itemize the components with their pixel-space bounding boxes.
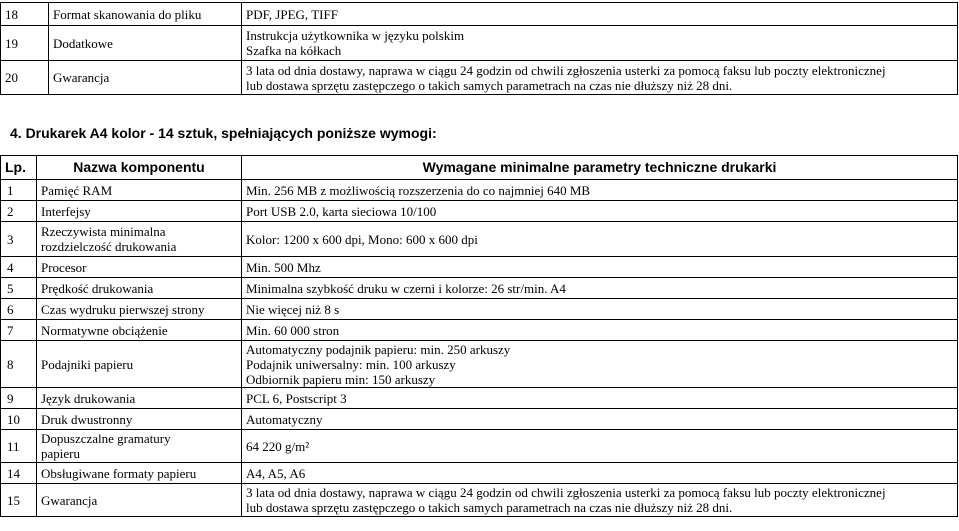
spec-row-number: 7 xyxy=(1,320,37,341)
spec-requirement-line: A4, A5, A6 xyxy=(246,465,306,481)
spec-row xyxy=(1,278,958,299)
spec-header-row xyxy=(1,156,958,180)
table-row xyxy=(1,61,958,95)
row-value-line: 3 lata od dnia dostawy, naprawa w ciągu 24 godzin od chwili zgłoszenia usterki za pomocą faksu lub poczty elektronicznej xyxy=(246,62,886,78)
row-value-line: Instrukcja użytkownika w języku polskim xyxy=(246,28,465,43)
spec-row xyxy=(1,430,958,463)
spec-requirement xyxy=(242,463,958,484)
spec-component-name-line: rozdzielczość drukowania xyxy=(41,239,177,254)
row-label: Format skanowania do pliku xyxy=(49,3,242,26)
spec-requirement xyxy=(242,484,958,517)
spec-component-name-line: Druk dwustronny xyxy=(41,411,133,427)
header-name: Nazwa komponentu xyxy=(37,156,242,180)
spec-component-name xyxy=(37,430,242,463)
spec-requirement-line: 64 220 g/m² xyxy=(246,438,310,454)
row-label: Dodatkowe xyxy=(49,26,242,61)
spec-component-name-line: papieru xyxy=(41,446,80,461)
spec-row xyxy=(1,341,958,388)
spec-row xyxy=(1,222,958,257)
spec-row xyxy=(1,463,958,484)
spec-table-body xyxy=(1,156,958,517)
row-value xyxy=(242,61,958,95)
spec-component-name-line: Czas wydruku pierwszej strony xyxy=(41,301,205,317)
section-heading: 4. Drukarek A4 kolor - 14 sztuk, spełniających poniższe wymogi: xyxy=(10,125,437,141)
spec-component-name xyxy=(37,278,242,299)
spec-row xyxy=(1,257,958,278)
spec-component-name-line: Interfejsy xyxy=(41,203,91,219)
spec-component-name xyxy=(37,388,242,409)
spec-component-name xyxy=(37,320,242,341)
spec-component-name xyxy=(37,180,242,201)
spec-row-number: 2 xyxy=(1,201,37,222)
spec-row-number: 9 xyxy=(1,388,37,409)
spec-component-name-line: Rzeczywista minimalna xyxy=(41,224,166,239)
spec-requirement-line: Kolor: 1200 x 600 dpi, Mono: 600 x 600 dpi xyxy=(246,231,478,247)
spec-row xyxy=(1,201,958,222)
row-value-line: Szafka na kółkach xyxy=(246,43,342,58)
spec-requirement-line: Min. 60 000 stron xyxy=(246,322,340,338)
table-row xyxy=(1,3,958,26)
top-table-body xyxy=(1,3,958,95)
spec-component-name-line: Język drukowania xyxy=(41,390,136,406)
row-number: 19 xyxy=(1,26,49,61)
row-value-line: PDF, JPEG, TIFF xyxy=(246,6,338,22)
spec-row xyxy=(1,320,958,341)
spec-requirement-line: Automatyczny xyxy=(246,411,323,427)
spec-requirement-line: Podajnik uniwersalny: min. 100 arkuszy xyxy=(246,356,456,372)
spec-requirement-line: PCL 6, Postscript 3 xyxy=(246,390,347,406)
spec-component-name-line: Dopuszczalne gramatury xyxy=(41,431,171,446)
spec-row-number: 8 xyxy=(1,341,37,388)
spec-component-name xyxy=(37,409,242,430)
spec-requirement-line: Min. 256 MB z możliwością rozszerzenia do co najmniej 640 MB xyxy=(246,182,591,198)
spec-component-name-line: Prędkość drukowania xyxy=(41,280,154,296)
header-value: Wymagane minimalne parametry techniczne drukarki xyxy=(242,156,958,180)
spec-requirement xyxy=(242,409,958,430)
spec-requirement xyxy=(242,341,958,388)
spec-requirement-line: 3 lata od dnia dostawy, naprawa w ciągu 24 godzin od chwili zgłoszenia usterki za pomocą faksu lub poczty elektronicznej xyxy=(246,485,886,500)
spec-component-name-line: Gwarancja xyxy=(41,492,98,508)
spec-row xyxy=(1,180,958,201)
spec-component-name-line: Obsługiwane formaty papieru xyxy=(41,465,197,481)
spec-requirement xyxy=(242,180,958,201)
spec-requirement xyxy=(242,278,958,299)
spec-requirement-line: Minimalna szybkość druku w czerni i kolorze: 26 str/min. A4 xyxy=(246,280,566,296)
spec-component-name-line: Normatywne obciążenie xyxy=(41,322,168,338)
spec-row-number: 10 xyxy=(1,409,37,430)
spec-row xyxy=(1,299,958,320)
row-value xyxy=(242,26,958,61)
spec-requirement xyxy=(242,222,958,257)
spec-requirement-line: lub dostawa sprzętu zastępczego o takich samych parametrach na czas nie dłuższy niż 28 dni. xyxy=(246,500,733,515)
spec-requirement xyxy=(242,257,958,278)
spec-row xyxy=(1,484,958,517)
spec-requirement-line: Min. 500 Mhz xyxy=(246,259,321,275)
spec-component-name xyxy=(37,201,242,222)
row-label: Gwarancja xyxy=(49,61,242,95)
spec-row-number: 11 xyxy=(1,430,37,463)
spec-row-number: 5 xyxy=(1,278,37,299)
spec-component-name-line: Procesor xyxy=(41,259,87,275)
spec-requirement xyxy=(242,299,958,320)
spec-component-name-line: Pamięć RAM xyxy=(41,182,113,198)
spec-row-number: 6 xyxy=(1,299,37,320)
spec-row xyxy=(1,388,958,409)
spec-row-number: 15 xyxy=(1,484,37,517)
spec-row-number: 14 xyxy=(1,463,37,484)
row-value xyxy=(242,3,958,26)
spec-requirement xyxy=(242,430,958,463)
spec-requirement-line: Nie więcej niż 8 s xyxy=(246,301,340,317)
spec-component-name xyxy=(37,341,242,388)
table-row xyxy=(1,26,958,61)
spec-row-number: 4 xyxy=(1,257,37,278)
spec-component-name xyxy=(37,463,242,484)
row-number: 18 xyxy=(1,3,49,26)
spec-component-name xyxy=(37,257,242,278)
spec-requirement-line: Odbiornik papieru min: 150 arkuszy xyxy=(246,371,436,387)
spec-requirement-line: Port USB 2.0, karta sieciowa 10/100 xyxy=(246,203,437,219)
spec-component-name xyxy=(37,222,242,257)
spec-component-name-line: Podajniki papieru xyxy=(41,356,134,372)
spec-requirement xyxy=(242,320,958,341)
spec-row-number: 3 xyxy=(1,222,37,257)
row-value-line: lub dostawa sprzętu zastępczego o takich samych parametrach na czas nie dłuższy niż 28 dni. xyxy=(246,77,733,93)
warranty-continuation-table xyxy=(0,2,958,95)
spec-component-name xyxy=(37,299,242,320)
spec-component-name xyxy=(37,484,242,517)
spec-requirement xyxy=(242,201,958,222)
header-lp: Lp. xyxy=(1,156,37,180)
printer-spec-table xyxy=(0,155,958,517)
spec-row xyxy=(1,409,958,430)
spec-requirement-line: Automatyczny podajnik papieru: min. 250 arkuszy xyxy=(246,341,511,357)
row-number: 20 xyxy=(1,61,49,95)
spec-requirement xyxy=(242,388,958,409)
spec-row-number: 1 xyxy=(1,180,37,201)
